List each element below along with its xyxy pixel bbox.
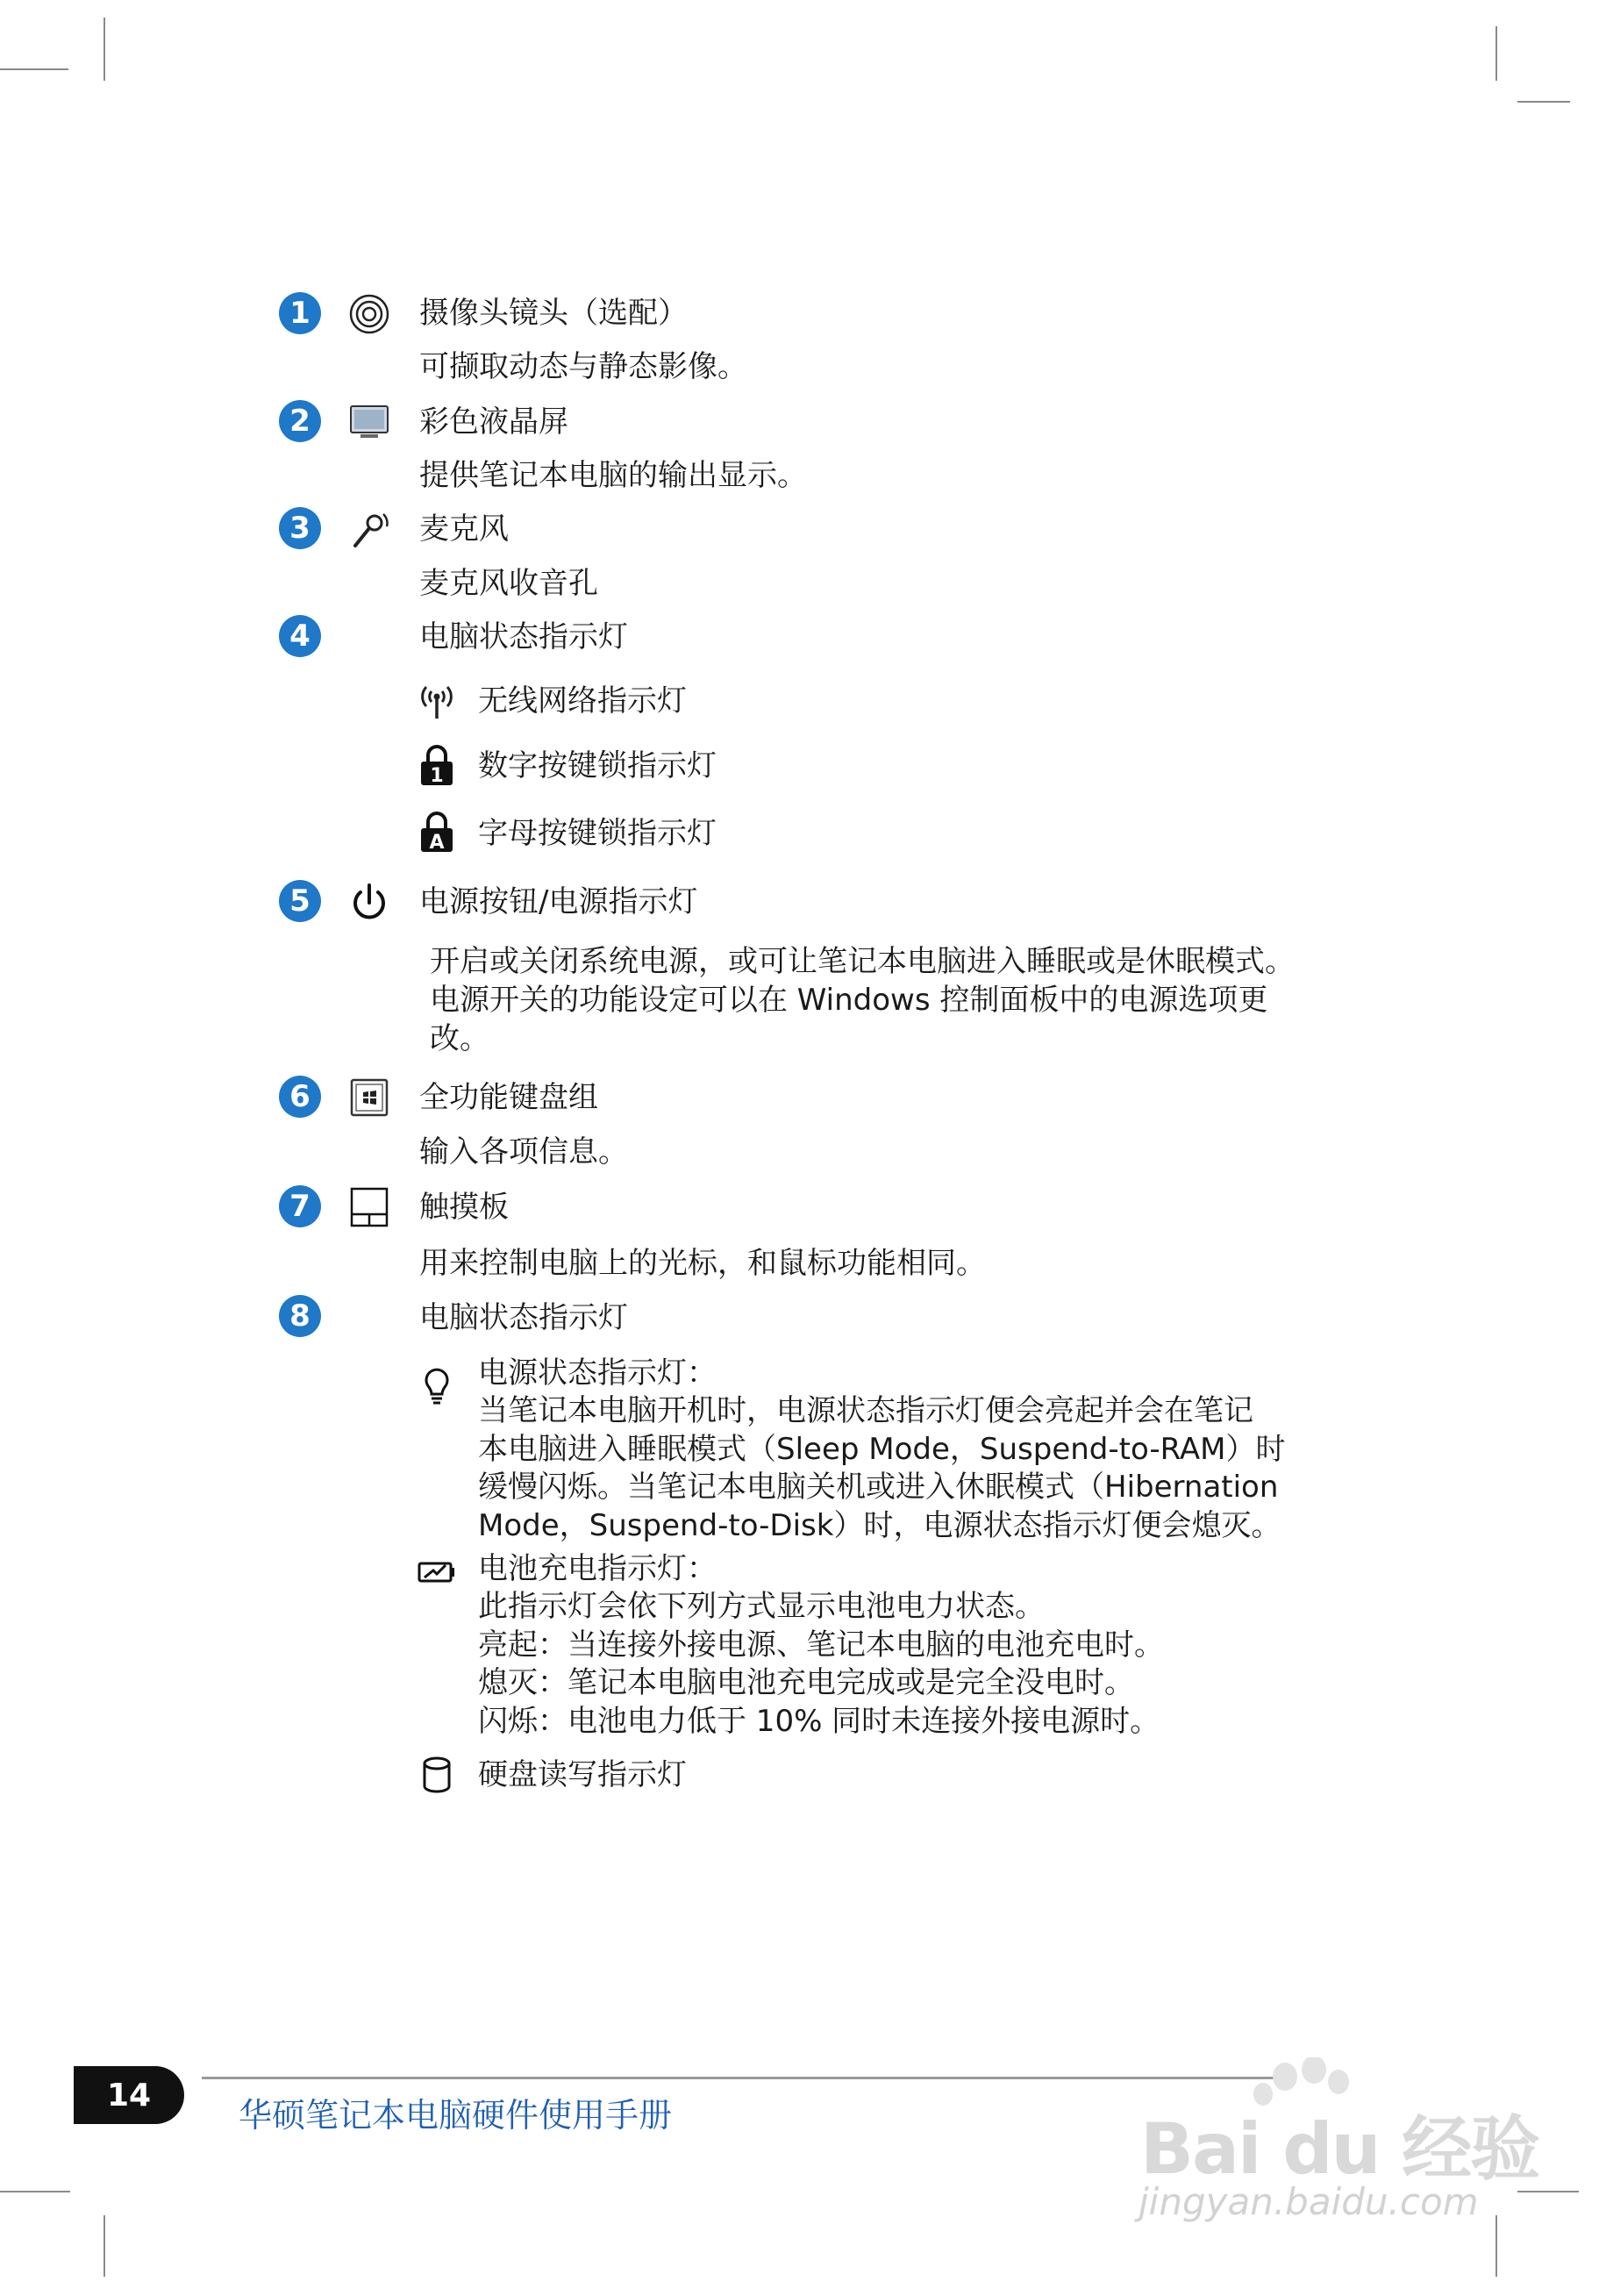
microphone-icon (346, 507, 392, 553)
subitem-description: 当笔记本电脑开机时，电源状态指示灯便会亮起并会在笔记 本电脑进入睡眠模式（Sleep Mode，Suspend-to-RAM）时 缓慢闪烁。当笔记本电脑关机或进入休眠模式（Hibernation Mode，Suspend-to-Disk）时，电源状态指示灯便会熄灭。 (478, 1393, 1286, 1543)
power-light-icon (416, 1363, 458, 1408)
hard-disk-icon (416, 1753, 458, 1799)
item-description: 麦克风收音孔 (419, 566, 598, 601)
svg-text:1: 1 (430, 765, 444, 786)
callout-number-1: 1 (279, 292, 321, 334)
subitem-label: 硬盘读写指示灯 (478, 1757, 687, 1792)
item-title: 电脑状态指示灯 (419, 619, 628, 654)
watermark-brand: Bai du 经验 (1140, 2108, 1539, 2190)
crop-mark (0, 2191, 70, 2192)
item-title: 触摸板 (419, 1190, 509, 1225)
crop-mark (0, 68, 68, 70)
wireless-icon (416, 678, 458, 724)
item-description: 用来控制电脑上的光标，和鼠标功能相同。 (419, 1246, 986, 1281)
callout-number-6: 6 (279, 1076, 321, 1118)
subitem-label: 无线网络指示灯 (478, 683, 687, 719)
callout-number-7: 7 (279, 1185, 321, 1227)
touchpad-icon (346, 1184, 392, 1230)
crop-mark (104, 18, 105, 81)
footer-rule (202, 2077, 1289, 2079)
callout-number-5: 5 (279, 880, 321, 922)
crop-mark (1517, 101, 1570, 103)
subitem-label: 字母按键锁指示灯 (478, 816, 717, 851)
callout-number-3: 3 (279, 507, 321, 549)
item-description: 开启或关闭系统电源，或可让笔记本电脑进入睡眠或是休眠模式。电源开关的功能设定可以在 Windows 控制面板中的电源选项更改。 (430, 944, 1295, 1056)
item-title: 摄像头镜头（选配） (419, 296, 688, 331)
footer-title: 华硕笔记本电脑硬件使用手册 (239, 2096, 673, 2135)
item-title: 电源按钮/电源指示灯 (419, 884, 698, 919)
keyboard-icon (346, 1075, 392, 1120)
svg-text:A: A (429, 832, 445, 853)
item-description: 提供笔记本电脑的输出显示。 (419, 458, 807, 493)
battery-charge-icon (416, 1549, 458, 1595)
num-lock-icon (416, 742, 458, 788)
item-description: 可撷取动态与静态影像。 (419, 349, 747, 384)
callout-number-8: 8 (279, 1295, 321, 1337)
subitem-label: 电源状态指示灯： (478, 1355, 717, 1391)
item-title: 麦克风 (419, 511, 509, 547)
camera-lens-icon (346, 291, 392, 337)
caps-lock-icon (416, 809, 458, 855)
callout-number-4: 4 (279, 615, 321, 657)
callout-number-2: 2 (279, 400, 321, 442)
page-number: 14 (74, 2066, 184, 2124)
item-title: 全功能键盘组 (419, 1080, 598, 1115)
power-icon (346, 880, 392, 926)
item-description: 输入各项信息。 (419, 1134, 628, 1169)
subitem-label: 电池充电指示灯： (478, 1551, 717, 1586)
watermark-url: jingyan.baidu.com (1139, 2180, 1479, 2223)
crop-mark (1495, 26, 1497, 81)
subitem-label: 数字按键锁指示灯 (478, 748, 717, 783)
subitem-description: 此指示灯会依下列方式显示电池电力状态。 亮起：当连接外接电源、笔记本电脑的电池充电时。 熄灭：笔记本电脑电池充电完成或是完全没电时。 闪烁：电池电力低于 10% 同时未连接外接电源时。 (478, 1589, 1164, 1739)
item-title: 电脑状态指示灯 (419, 1300, 628, 1335)
item-title: 彩色液晶屏 (419, 404, 568, 440)
crop-mark (1495, 2215, 1497, 2277)
crop-mark (104, 2215, 105, 2277)
lcd-display-icon (346, 399, 392, 445)
